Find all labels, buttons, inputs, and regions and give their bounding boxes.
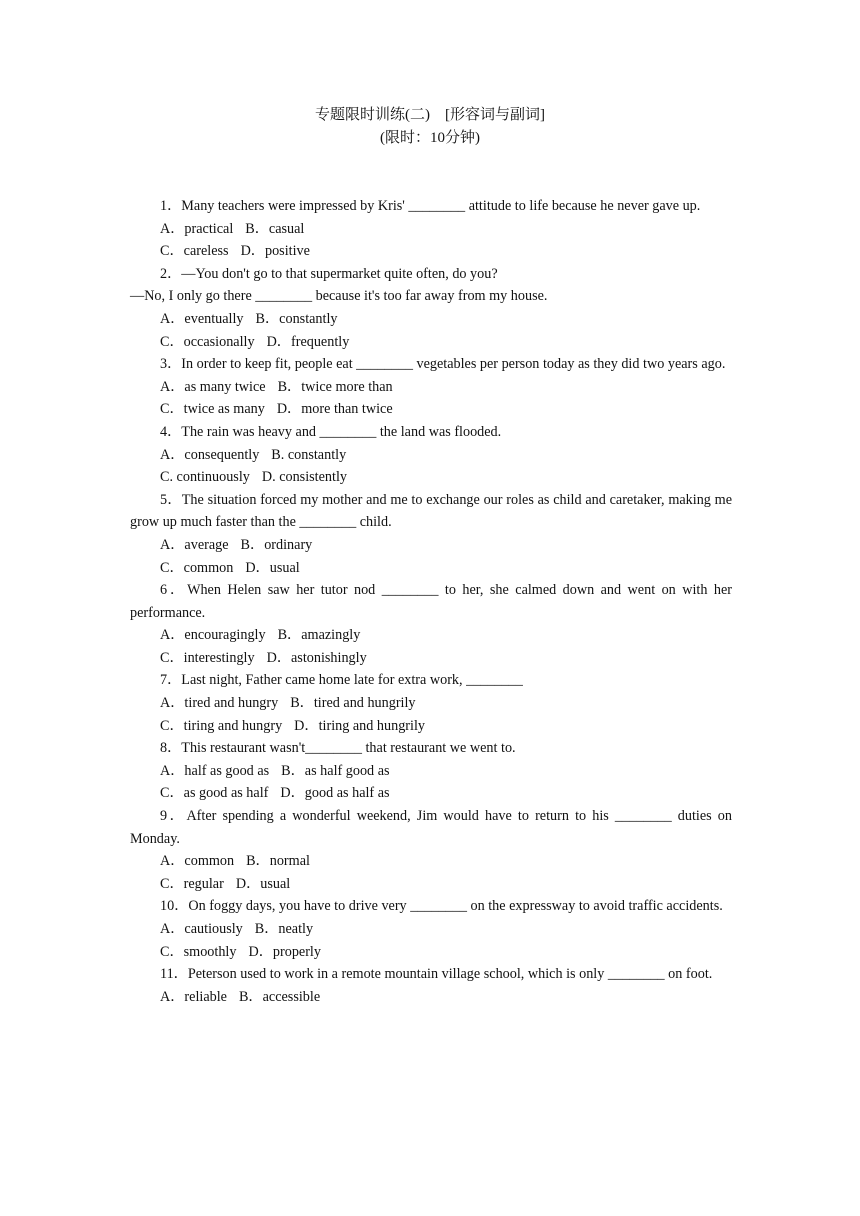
options-row [130, 398, 732, 421]
options-row [130, 308, 732, 331]
options-row [130, 331, 732, 354]
question-stem-2-line2: —No, I only go there ________ because it's too far away from my house. [130, 288, 548, 305]
question-stem-1: 1．Many teachers were impressed by Kris' ________ attitude to life because he never gave up. [160, 198, 701, 214]
option-a: A．eventually [160, 310, 244, 327]
option-c: C．interestingly [160, 649, 255, 666]
options-row [130, 782, 732, 805]
question-stem-6: 6．When Helen saw her tutor nod ________ to her, she calmed down and went on with her performance. [130, 582, 732, 621]
option-a: A．as many twice [160, 378, 266, 395]
question-stem-3: 3．In order to keep fit, people eat ________ vegetables per person today as they did two years ago. [160, 356, 726, 373]
question-stem-7: 7．Last night, Father came home late for extra work, ________ [160, 672, 523, 689]
options-row [130, 986, 732, 1009]
options-row [130, 760, 732, 783]
options-row [130, 557, 732, 580]
question-stem-4: 4．The rain was heavy and ________ the land was flooded. [160, 423, 502, 440]
options-row [130, 534, 732, 557]
option-c: C. continuously [160, 469, 250, 486]
option-c: C．smoothly [160, 943, 237, 960]
option-d: D．astonishingly [266, 649, 367, 666]
options-row [130, 376, 732, 399]
option-c: C．occasionally [160, 333, 255, 350]
option-c: C．careless [160, 243, 229, 260]
option-d: D．usual [235, 875, 291, 892]
question-stem-5: 5．The situation forced my mother and me to exchange our roles as child and caretaker, making me grow up much faster than the ________ child. [130, 491, 732, 531]
option-b: B．normal [246, 853, 310, 870]
options-row [130, 918, 732, 941]
option-b: B．constantly [255, 310, 338, 327]
option-d: D. consistently [261, 469, 347, 486]
option-a: A．practical [160, 220, 234, 237]
options-row [130, 466, 732, 489]
option-b: B．amazingly [277, 627, 361, 644]
option-c: C．as good as half [160, 785, 269, 802]
option-a: A．encouragingly [160, 627, 266, 644]
page-title: 专题限时训练(二) [形容词与副词] [315, 107, 545, 123]
option-a: A．cautiously [160, 921, 243, 937]
option-b: B．casual [245, 220, 305, 237]
option-d: D．usual [245, 559, 300, 576]
option-c: C．twice as many [160, 401, 265, 418]
option-c: C．tiring and hungry [160, 717, 283, 734]
options-row [130, 873, 732, 896]
option-b: B．ordinary [240, 536, 313, 553]
option-b: B. constantly [271, 446, 347, 463]
option-b: B．neatly [254, 921, 314, 937]
option-b: B．tired and hungrily [290, 695, 416, 712]
question-stem-10: 10．On foggy days, you have to drive very ________ on the expressway to avoid traffic accidents. [160, 898, 723, 915]
question-list [130, 195, 732, 1008]
options-row [130, 218, 732, 241]
options-row [130, 444, 732, 467]
header [0, 104, 860, 150]
option-d: D．properly [248, 943, 321, 960]
options-row [130, 850, 732, 873]
page-subtitle: (限时：10分钟) [380, 130, 480, 146]
options-row [130, 941, 732, 964]
option-a: A．reliable [160, 988, 227, 1005]
question-stem-9: 9．After spending a wonderful weekend, Jim would have to return to his ________ duties on Monday. [130, 808, 732, 847]
option-a: A．common [160, 853, 235, 870]
options-row [130, 692, 732, 715]
option-a: A．average [160, 536, 229, 553]
options-row [130, 240, 732, 263]
option-d: D．positive [240, 243, 310, 260]
question-stem-11: 11．Peterson used to work in a remote mountain village school, which is only ________ on foot. [160, 966, 713, 983]
option-d: D．good as half as [280, 785, 390, 802]
option-d: D．tiring and hungrily [294, 717, 425, 734]
options-row [130, 624, 732, 647]
option-b: B．twice more than [277, 378, 393, 395]
option-a: A．half as good as [160, 762, 270, 779]
question-stem-8: 8．This restaurant wasn't________ that restaurant we went to. [160, 740, 516, 757]
option-a: A．tired and hungry [160, 695, 279, 712]
question-stem-2: 2．—You don't go to that supermarket quite often, do you? [160, 265, 498, 282]
option-c: C．common [160, 559, 234, 576]
option-b: B．as half good as [281, 762, 390, 779]
options-row [130, 715, 732, 738]
option-c: C．regular [160, 875, 224, 892]
options-row [130, 647, 732, 670]
option-a: A．consequently [160, 446, 260, 463]
option-b: B．accessible [238, 988, 321, 1005]
option-d: D．more than twice [276, 401, 393, 418]
option-d: D．frequently [266, 333, 350, 350]
